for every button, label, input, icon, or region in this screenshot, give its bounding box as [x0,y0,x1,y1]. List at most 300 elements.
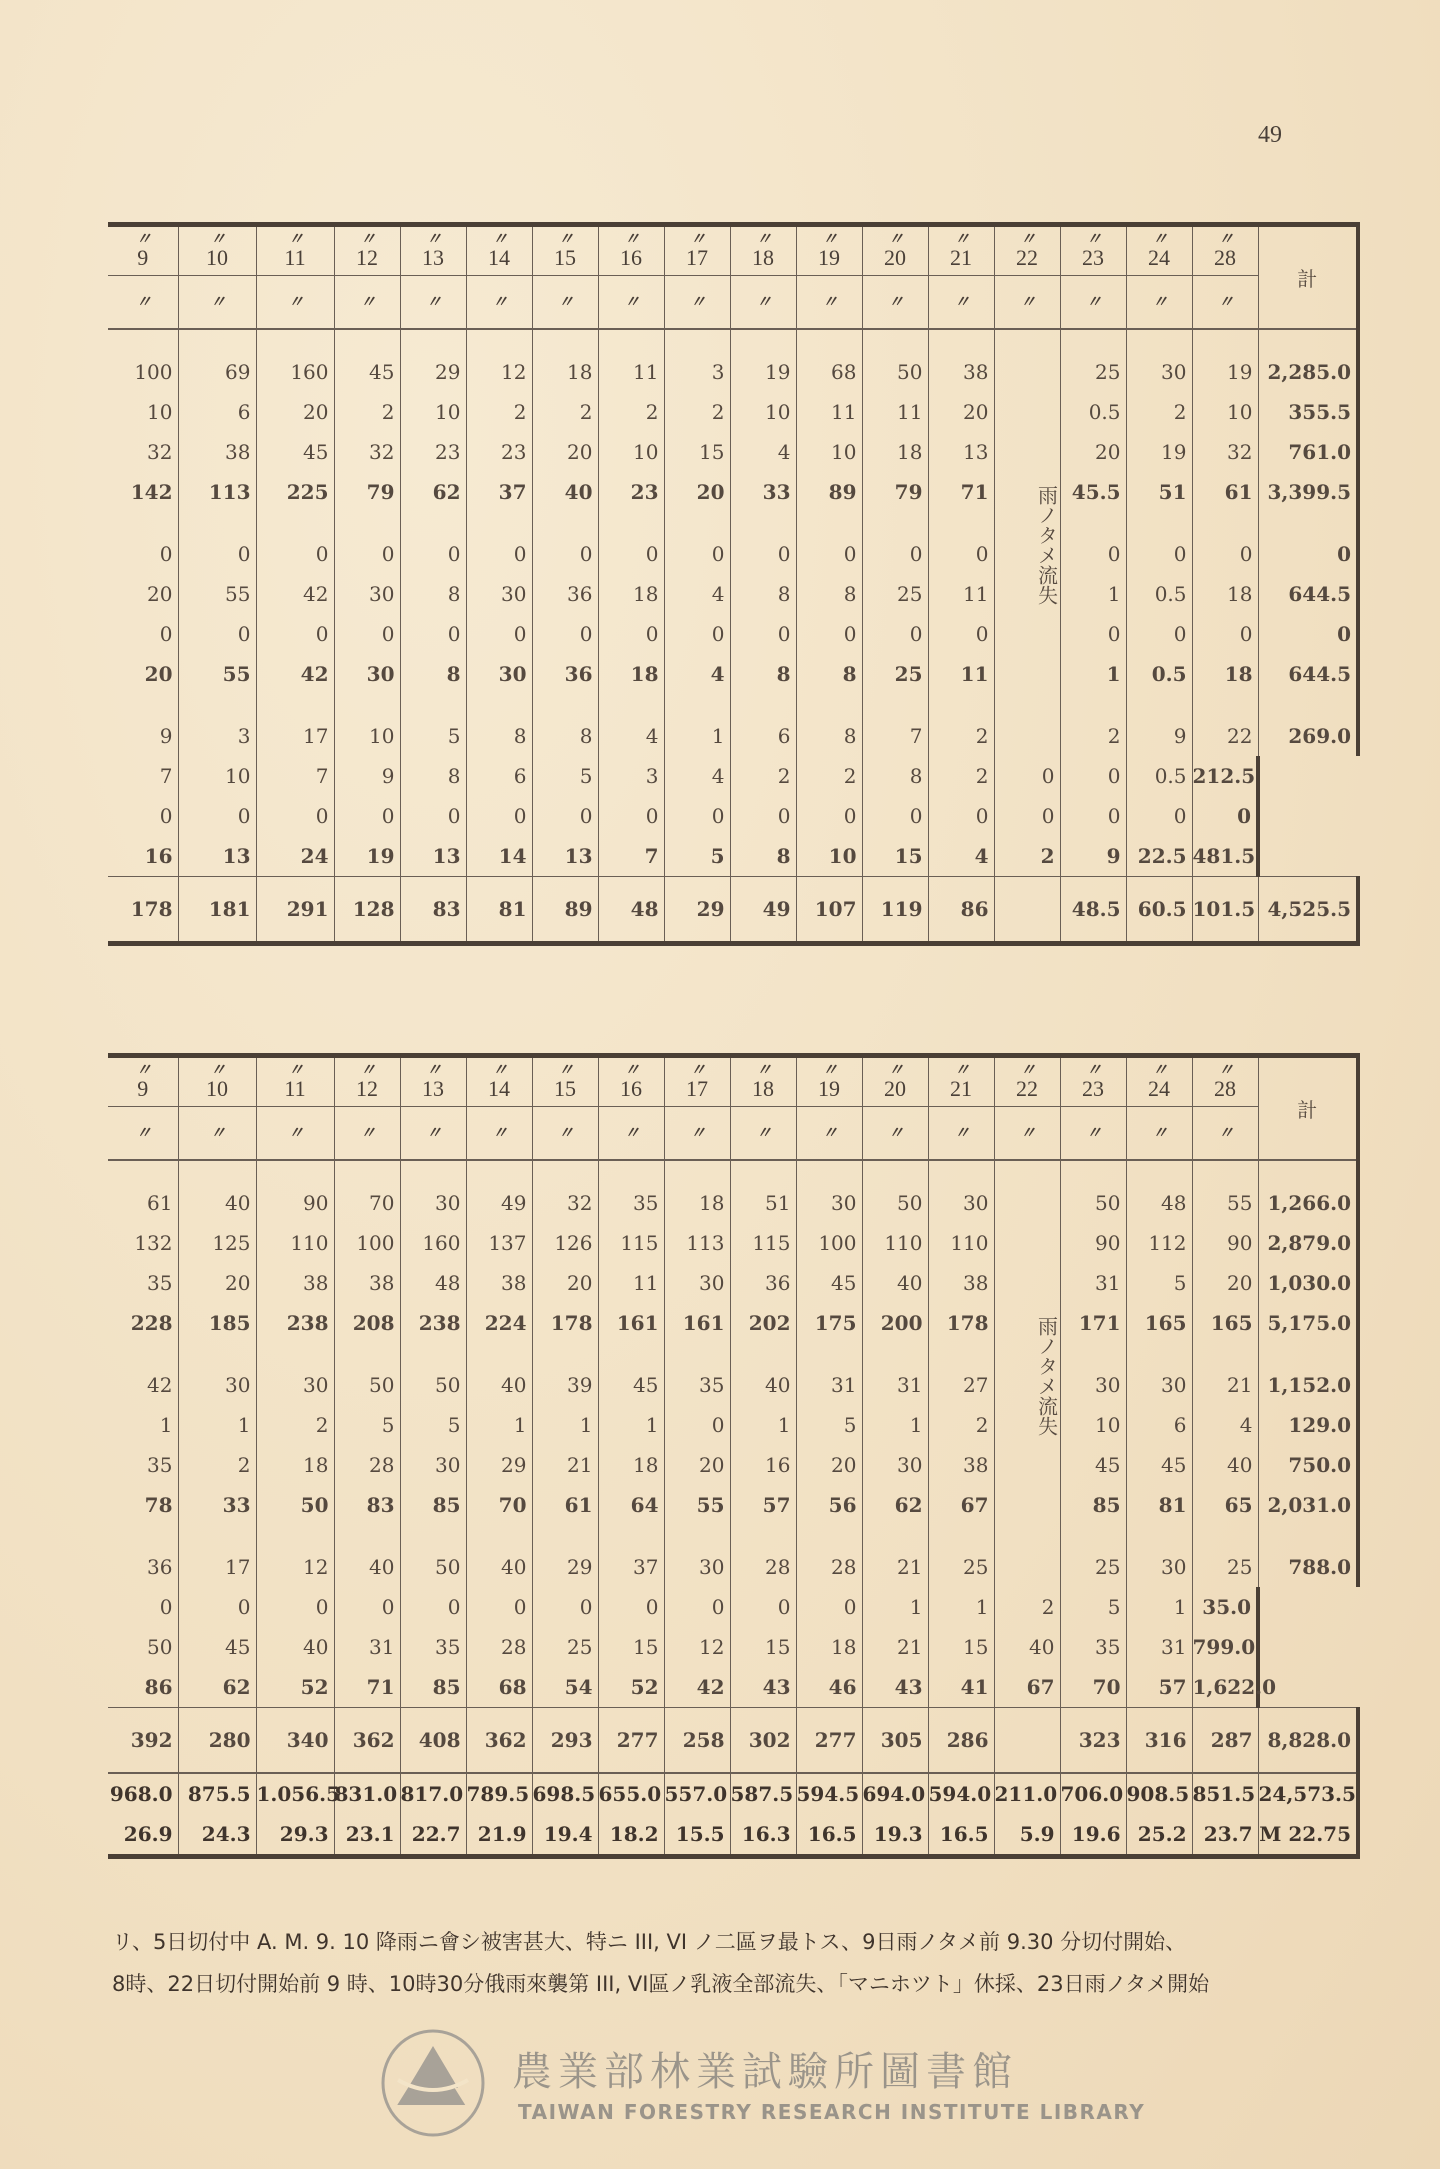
ditto-mark: 〃 [1151,1123,1166,1142]
ditto-header-cell [400,1107,466,1161]
value-cell: 42 [664,1667,730,1708]
ditto-mark: 〃 [1019,1060,1034,1079]
group-spacer [108,1343,1358,1365]
day-header-cell [862,225,928,276]
value-cell: 1 [928,1587,994,1627]
value-cell: 40 [334,1547,400,1587]
spacer-cell [862,329,928,352]
spacer-cell [532,1343,598,1365]
spacer-cell [532,329,598,352]
value-cell: 42 [147,1373,173,1397]
day-header-cell [1192,1056,1258,1107]
grand-total-cell: 291 [256,877,334,944]
spacer-cell [796,694,862,716]
value-cell: 40 [466,1365,532,1405]
ditto-mark: 〃 [1151,292,1166,311]
data-row [108,534,1358,574]
value-cell: 2 [796,756,862,796]
ditto-mark: 〃 [209,292,224,311]
spacer-cell [108,694,178,716]
value-cell: 3 [664,352,730,392]
data-row [108,574,1358,614]
day-header-cell [1126,225,1192,276]
value-cell: 10 [796,432,862,472]
grand-total-cell: 83 [400,877,466,944]
value-cell: 0 [862,796,928,836]
grand-total-cell: 128 [334,877,400,944]
value-cell: 30 [862,1445,928,1485]
value-cell: 5 [1060,1587,1126,1627]
spacer-cell [598,512,664,534]
spacer-cell [664,1343,730,1365]
ditto-mark: 〃 [953,229,968,248]
spacer-cell [256,512,334,534]
subtotal-row [108,1667,1358,1708]
value-cell: 38 [928,1263,994,1303]
spacer-cell [178,329,256,352]
spacer-cell [730,329,796,352]
value-cell: 42 [256,654,334,694]
value-cell: 1 [664,716,730,756]
value-cell: 38 [178,432,256,472]
value-cell: 40 [1192,1445,1258,1485]
value-cell: 30 [400,1445,466,1485]
day-number: 15 [554,1076,576,1101]
grand-total-sum: 4,525.5 [1258,877,1358,944]
value-cell: 20 [1192,1263,1258,1303]
value-cell: 2 [994,1587,1060,1627]
ditto-mark: 〃 [689,229,704,248]
value-cell: 0 [400,1587,466,1627]
value-cell: 51 [1126,472,1192,512]
day-header-cell [664,225,730,276]
spacer-cell [1192,694,1258,716]
value-cell: 12 [466,352,532,392]
average-cell: 5.9 [994,1814,1060,1857]
ditto-mark: 〃 [491,1060,506,1079]
value-cell: 0 [178,614,256,654]
value-cell: 4 [730,432,796,472]
value-cell: 20 [144,662,173,686]
ditto-mark: 〃 [359,292,374,311]
spacer-cell [928,512,994,534]
value-cell: 32 [532,1183,598,1223]
value-cell: 31 [1126,1627,1192,1667]
value-cell: 18 [862,432,928,472]
grand-total-cell: 408 [400,1708,466,1774]
spacer-cell [334,329,400,352]
ditto-header-cell [256,1107,334,1161]
value-cell: 45.5 [1060,472,1126,512]
spacer-cell [598,1525,664,1547]
value-cell: 0 [1192,534,1258,574]
value-cell: 86 [144,1675,173,1699]
spacer-cell [256,1160,334,1183]
library-seal-logo [378,2028,488,2138]
data-row [108,796,1358,836]
ditto-mark: 〃 [491,229,506,248]
ditto-mark: 〃 [557,292,572,311]
value-cell: 36 [532,654,598,694]
overall-total-cell: 698.5 [532,1773,598,1814]
ditto-mark: 〃 [1151,229,1166,248]
value-cell: 50 [862,352,928,392]
spacer-cell [796,512,862,534]
average-cell: 19.3 [862,1814,928,1857]
spacer-cell [178,1525,256,1547]
ditto-mark: 〃 [689,292,704,311]
value-cell: 23 [598,472,664,512]
value-cell: 0 [862,534,928,574]
value-cell: 6 [466,756,532,796]
spacer-cell [664,694,730,716]
day-number: 28 [1214,1076,1236,1101]
value-cell: 4 [664,756,730,796]
value-cell: 0.5 [1126,574,1192,614]
value-cell: 21 [532,1445,598,1485]
value-cell: 36 [147,1555,173,1579]
day-number: 17 [686,245,708,270]
spacer-cell [1192,1160,1258,1183]
value-cell: 15 [664,432,730,472]
average-cell: 21.9 [466,1814,532,1857]
value-cell: 35 [400,1627,466,1667]
value-cell: 0 [730,534,796,574]
value-cell: 10 [796,836,862,877]
value-cell: 13 [400,836,466,877]
value-cell: 3 [178,716,256,756]
value-cell: 40 [466,1547,532,1587]
overall-total-cell: 1.056.5 [256,1773,334,1814]
value-cell: 0 [334,796,400,836]
ditto-header-cell [928,276,994,330]
spacer-cell [334,1160,400,1183]
value-cell: 0 [664,534,730,574]
value-cell: 71 [334,1667,400,1708]
row-total-cell: 0 [1192,796,1258,836]
value-cell: 45 [178,1627,256,1667]
value-cell: 39 [532,1365,598,1405]
value-cell: 0 [334,614,400,654]
spacer-cell [1258,329,1358,352]
spacer-cell [1060,694,1126,716]
value-cell: 10 [147,400,173,424]
value-cell: 171 [1060,1303,1126,1343]
value-cell: 70 [466,1485,532,1525]
value-cell: 0 [994,756,1060,796]
value-cell: 28 [334,1445,400,1485]
day-header-cell [532,1056,598,1107]
value-cell: 32 [1192,432,1258,472]
grand-total-cell: 29 [664,877,730,944]
value-cell: 18 [598,574,664,614]
value-cell: 40 [994,1627,1060,1667]
ditto-mark: 〃 [1217,229,1232,248]
grand-total-cell: 48 [598,877,664,944]
value-cell: 40 [730,1365,796,1405]
value-cell: 35 [1060,1627,1126,1667]
ditto-mark: 〃 [821,229,836,248]
spacer-cell [256,1525,334,1547]
value-cell: 7 [256,756,334,796]
value-cell: 10 [178,756,256,796]
ditto-header-cell [334,1107,400,1161]
ditto-mark: 〃 [1019,292,1034,311]
value-cell: 28 [730,1547,796,1587]
value-cell: 45 [334,352,400,392]
grand-total-cell: 178 [108,877,178,944]
spacer-cell [1192,512,1258,534]
rain-loss-note: 雨ノタメ流失 [994,1160,1060,1587]
ditto-header-cell [994,1107,1060,1161]
spacer-cell [1258,1343,1358,1365]
value-cell: 0 [598,534,664,574]
spacer-cell [1060,512,1126,534]
empty-cell [994,877,1060,944]
value-cell: 175 [796,1303,862,1343]
overall-total-cell: 831.0 [334,1773,400,1814]
value-cell: 0 [928,534,994,574]
row-total-cell: 1,266.0 [1258,1183,1358,1223]
data-row [108,1223,1358,1263]
value-cell: 2 [928,716,994,756]
value-cell: 50 [400,1365,466,1405]
day-header-cell [862,1056,928,1107]
row-total-cell: 1,152.0 [1258,1365,1358,1405]
ditto-mark: 〃 [1019,229,1034,248]
row-total-cell: 0 [1258,614,1358,654]
value-cell: 42 [256,574,334,614]
spacer-cell [108,1525,178,1547]
ditto-mark: 〃 [1085,229,1100,248]
value-cell: 29 [400,352,466,392]
value-cell: 1 [466,1405,532,1445]
value-cell: 90 [1192,1223,1258,1263]
value-cell: 9 [159,724,173,748]
value-cell: 3 [598,756,664,796]
value-cell: 38 [334,1263,400,1303]
data-row [108,392,1358,432]
day-number: 16 [620,245,642,270]
value-cell: 8 [730,836,796,877]
value-cell: 115 [730,1223,796,1263]
page-number: 49 [1258,122,1282,148]
value-cell: 0 [466,1587,532,1627]
value-cell: 79 [862,472,928,512]
overall-total-cell: 594.0 [928,1773,994,1814]
day-header-cell [598,1056,664,1107]
value-cell: 161 [598,1303,664,1343]
value-cell: 35 [147,1453,173,1477]
value-cell: 0 [466,534,532,574]
value-cell: 30 [664,1547,730,1587]
grand-total-cell: 286 [928,1708,994,1774]
value-cell: 50 [334,1365,400,1405]
day-number: 9 [137,245,149,270]
value-cell: 7 [862,716,928,756]
day-header-cell [178,1056,256,1107]
value-cell: 0 [178,534,256,574]
data-table-lower [108,1053,1360,1859]
day-header-cell [400,1056,466,1107]
value-cell: 62 [862,1485,928,1525]
value-cell: 12 [256,1547,334,1587]
value-cell: 10 [334,716,400,756]
average-cell: 22.7 [400,1814,466,1857]
spacer-cell [532,512,598,534]
spacer-cell [1126,512,1192,534]
value-cell: 62 [178,1667,256,1708]
ditto-header-cell [466,276,532,330]
value-cell: 52 [256,1667,334,1708]
row-total-cell: 355.5 [1258,392,1358,432]
day-number: 10 [206,245,228,270]
value-cell: 0 [159,622,173,646]
value-cell: 85 [400,1485,466,1525]
value-cell: 5 [664,836,730,877]
spacer-cell [1192,1525,1258,1547]
spacer-cell [466,329,532,352]
value-cell: 17 [256,716,334,756]
value-cell: 1 [862,1405,928,1445]
value-cell: 55 [664,1485,730,1525]
value-cell: 5 [334,1405,400,1445]
ditto-header-cell [400,276,466,330]
value-cell: 0 [1060,534,1126,574]
value-cell: 18 [1192,574,1258,614]
value-cell: 50 [862,1183,928,1223]
value-cell: 1 [862,1587,928,1627]
spacer-cell [256,1343,334,1365]
value-cell: 38 [256,1263,334,1303]
value-cell: 35 [598,1183,664,1223]
ditto-mark: 〃 [287,292,302,311]
value-cell: 8 [730,654,796,694]
spacer-cell [178,512,256,534]
value-cell: 20 [532,1263,598,1303]
value-cell: 61 [532,1485,598,1525]
value-cell: 4 [928,836,994,877]
value-cell: 7 [159,764,173,788]
average-cell: 19.6 [1060,1814,1126,1857]
ditto-mark: 〃 [491,1123,506,1142]
value-cell: 51 [730,1183,796,1223]
day-number: 23 [1082,245,1104,270]
spacer-cell [730,1160,796,1183]
value-cell: 8 [532,716,598,756]
value-cell: 1 [730,1405,796,1445]
value-cell: 0 [664,1587,730,1627]
footnote-line-1: リ、5日切付中 A. M. 9. 10 降雨ニ會シ被害甚大、特ニ III, VI ノ二區ヲ最トス、9日雨ノタメ前 9.30 分切付開始、 [112,1930,1187,1954]
day-number: 19 [818,1076,840,1101]
value-cell: 0 [400,534,466,574]
value-cell: 0 [466,614,532,654]
spacer-cell [1126,1525,1192,1547]
overall-total-cell: 594.5 [796,1773,862,1814]
spacer-cell [1060,1160,1126,1183]
spacer-cell [862,694,928,716]
value-cell: 115 [598,1223,664,1263]
day-header-cell [400,225,466,276]
value-cell: 50 [1060,1183,1126,1223]
value-cell: 0 [796,796,862,836]
ditto-mark: 〃 [821,1123,836,1142]
grand-total-cell: 49 [730,877,796,944]
spacer-cell [178,1160,256,1183]
ditto-mark: 〃 [491,292,506,311]
ditto-mark: 〃 [287,1123,302,1142]
value-cell: 45 [1126,1445,1192,1485]
spacer-cell [532,1525,598,1547]
grand-total-cell: 81 [466,877,532,944]
value-cell: 10 [1060,1405,1126,1445]
value-cell: 30 [178,1365,256,1405]
value-cell: 0 [1126,534,1192,574]
value-cell: 19 [334,836,400,877]
data-table-upper [108,222,1360,946]
value-cell: 202 [730,1303,796,1343]
subtotal-row [108,836,1358,877]
value-cell: 11 [796,392,862,432]
spacer-cell [598,1343,664,1365]
value-cell: 18 [598,1445,664,1485]
value-cell: 2 [334,392,400,432]
data-row [108,352,1358,392]
value-cell: 5 [796,1405,862,1445]
day-number: 16 [620,1076,642,1101]
ditto-mark: 〃 [755,229,770,248]
value-cell: 55 [178,574,256,614]
average-cell: 19.4 [532,1814,598,1857]
value-cell: 25 [1060,352,1126,392]
value-cell: 228 [130,1311,173,1335]
spacer-cell [466,694,532,716]
value-cell: 67 [928,1485,994,1525]
day-number: 20 [884,1076,906,1101]
value-cell: 18 [1192,654,1258,694]
ditto-mark: 〃 [821,292,836,311]
day-header-cell [178,225,256,276]
day-number: 19 [818,245,840,270]
ditto-header-cell [796,276,862,330]
value-cell: 2 [532,392,598,432]
value-cell: 0 [730,796,796,836]
average-cell: 24.3 [178,1814,256,1857]
spacer-cell [598,329,664,352]
day-header-cell [796,225,862,276]
day-header-cell [1060,225,1126,276]
grand-total-cell: 362 [334,1708,400,1774]
data-row [108,432,1358,472]
spacer-cell [1258,1525,1358,1547]
value-cell: 30 [334,654,400,694]
value-cell: 4 [1192,1405,1258,1445]
ditto-mark: 〃 [557,229,572,248]
ditto-mark: 〃 [1019,1123,1034,1142]
value-cell: 0 [928,614,994,654]
day-number: 15 [554,245,576,270]
value-cell: 30 [256,1365,334,1405]
ditto-header-cell [994,276,1060,330]
value-cell: 62 [400,472,466,512]
value-cell: 113 [178,472,256,512]
spacer-cell [928,329,994,352]
spacer-cell [466,1343,532,1365]
spacer-cell [1126,694,1192,716]
overall-total-cell: 968.0 [108,1773,178,1814]
header-row-ditto [108,1107,1358,1161]
value-cell: 142 [130,480,173,504]
